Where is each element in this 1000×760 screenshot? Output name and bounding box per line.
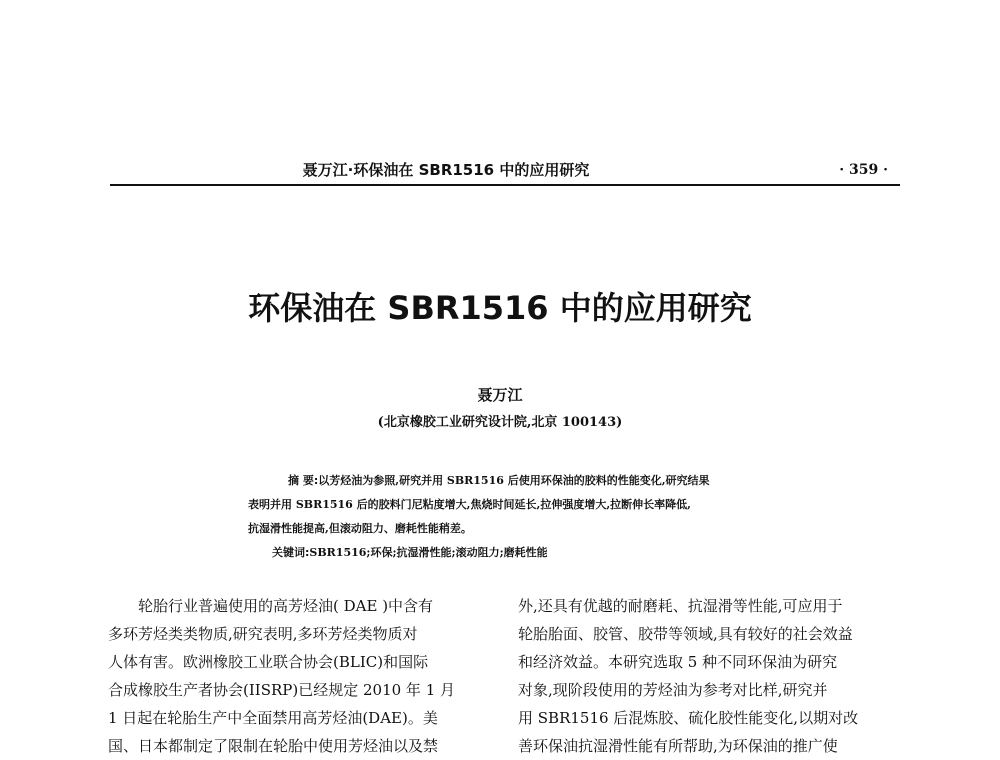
- body-line: 和经济效益。本研究选取 5 种不同环保油为研究: [518, 653, 838, 671]
- paper-title: 环保油在 SBR1516 中的应用研究: [248, 289, 752, 327]
- running-head-title: 聂万江·环保油在 SBR1516 中的应用研究: [302, 161, 590, 179]
- body-line: 轮胎行业普遍使用的高芳烃油( DAE )中含有: [138, 597, 434, 615]
- body-line: 善环保油抗湿滑性能有所帮助,为环保油的推广使: [518, 737, 838, 755]
- body-line: 合成橡胶生产者协会(IISRP)已经规定 2010 年 1 月: [108, 681, 456, 699]
- running-head: [110, 160, 900, 186]
- page-number: · 359 ·: [839, 162, 888, 178]
- abstract-line: 抗湿滑性能提高,但滚动阻力、磨耗性能稍差。: [248, 522, 472, 535]
- body-line: 对象,现阶段使用的芳烃油为参考对比样,研究并: [518, 681, 828, 699]
- body-line: 外,还具有优越的耐磨耗、抗湿滑等性能,可应用于: [518, 597, 843, 615]
- abstract-text: 以芳烃油为参照,研究并用 SBR1516 后使用环保油的胶料的性能变化,研究结果: [318, 474, 710, 487]
- body-line: 人体有害。欧洲橡胶工业联合协会(BLIC)和国际: [108, 653, 429, 671]
- keywords-label: 关键词:: [272, 546, 310, 559]
- body-column-left: [108, 592, 508, 760]
- body-line: 用 SBR1516 后混炼胶、硫化胶性能变化,以期对改: [518, 709, 859, 727]
- keywords-text: SBR1516;环保;抗湿滑性能;滚动阻力;磨耗性能: [309, 546, 548, 559]
- author-affiliation: (北京橡胶工业研究设计院,北京 100143): [377, 415, 623, 430]
- abstract-block: [248, 469, 776, 565]
- body-line: 1 日起在轮胎生产中全面禁用高芳烃油(DAE)。美: [108, 709, 438, 727]
- abstract-line: [248, 469, 776, 493]
- author-name: 聂万江: [477, 386, 523, 404]
- body-line: 多环芳烃类类物质,研究表明,多环芳烃类物质对: [108, 625, 418, 643]
- abstract-label: 摘 要:: [288, 474, 319, 487]
- body-line: 国、日本都制定了限制在轮胎中使用芳烃油以及禁: [108, 737, 439, 755]
- abstract-line: 表明并用 SBR1516 后的胶料门尼粘度增大,焦烧时间延长,拉伸强度增大,拉断伸长率降低,: [248, 498, 691, 511]
- body-column-right: [518, 592, 918, 760]
- body-line: 轮胎胎面、胶管、胶带等领域,具有较好的社会效益: [518, 625, 853, 643]
- keywords-line: [248, 541, 776, 565]
